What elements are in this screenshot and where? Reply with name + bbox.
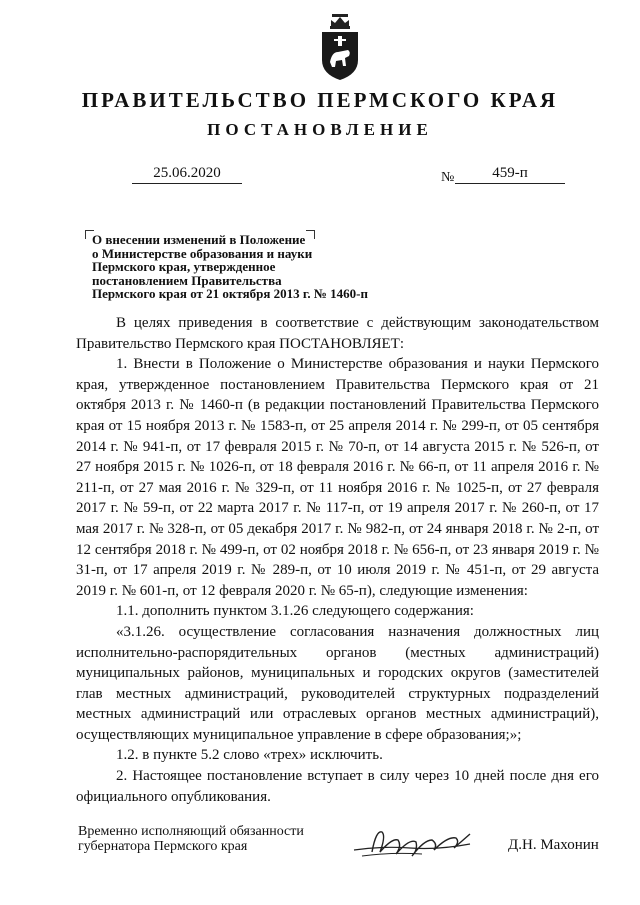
quoted-clause: «3.1.26. осуществление согласования назначения должностных лиц исполнительно-распорядительных органов (местных администраций) муниципальных районов, муниципальных и городских округов (заместителей глав местных администраций, руководителей структурных подразделений местных администраций или отраслевых органов местных администраций), осуществляющих муниципальное управление в сфере образования;»; xyxy=(76,623,599,743)
subject-line: о Министерстве образования и науки xyxy=(92,245,313,261)
document-subject xyxy=(92,233,432,301)
document-type: ПОСТАНОВЛЕНИЕ xyxy=(207,120,433,139)
position-line: Временно исполняющий обязанности xyxy=(78,824,304,839)
handwritten-signature xyxy=(352,826,474,862)
coat-of-arms-emblem xyxy=(318,12,362,82)
document-body xyxy=(76,313,599,807)
subject-line: Пермского края, утвержденное xyxy=(92,259,276,275)
number-label: № xyxy=(441,170,455,185)
subject-line: Пермского края от 21 октября 2013 г. № 1460-п xyxy=(92,286,368,302)
paragraph-1-1: 1.1. дополнить пунктом 3.1.26 следующего содержания: xyxy=(116,603,474,620)
subject-line: О внесении изменений в Положение xyxy=(92,232,306,247)
paragraph-1: 1. Внести в Положение о Министерстве образования и науки Пермского края, утвержденное постановлением Правительства Пермского края от 21 октября 2013 г. № 1460-п (в редакции постановлений Правительства Пермского края от 15 ноября 2013 г. № 1583-п, от 25 апреля 2014 г. № 299-п, от 05 сентября 2014 г. № 941-п, от 17 февраля 2015 г. № 70-п, от 14 августа 2015 г. № 526-п, от 27 ноября 2015 г. № 1026-п, от 18 февраля 2016 г. № 66-п, от 11 апреля 2016 г. № 211-п, от 27 мая 2016 г. № 329-п, от 11 ноября 2016 г. № 1025-п, от 27 февраля 2017 г. № 59-п, от 22 марта 2017 г. № 117-п, от 19 апреля 2017 г. № 260-п, от 17 мая 2017 г. № 328-п, от 05 декабря 2017 г. № 982-п, от 24 января 2018 г. № 2-п, от 12 сентября 2018 г. № 499-п, от 02 ноября 2018 г. № 656-п, от 23 января 2019 г. № 31-п, от 17 апреля 2019 г. № 289-п, от 10 июля 2019 г. № 451-п, от 29 августа 2019 г. № 601-п, от 12 февраля 2020 г. № 65-п), следующие изменения: xyxy=(76,356,599,599)
paragraph-2: 2. Настоящее постановление вступает в силу через 10 дней после дня его официального опубликования. xyxy=(76,768,599,805)
document-date: 25.06.2020 xyxy=(132,165,242,184)
paragraph-1-2: 1.2. в пункте 5.2 слово «трех» исключить. xyxy=(116,747,383,764)
position-line: губернатора Пермского края xyxy=(78,839,248,854)
government-title: ПРАВИТЕЛЬСТВО ПЕРМСКОГО КРАЯ xyxy=(81,88,559,112)
signatory-name: Д.Н. Махонин xyxy=(508,837,599,853)
subject-line: постановлением Правительства xyxy=(92,272,282,288)
document-number: 459-п xyxy=(455,165,565,184)
intro-paragraph: В целях приведения в соответствие с действующим законодательством Правительство Пермского края ПОСТАНОВЛЯЕТ: xyxy=(76,315,599,352)
signatory-position xyxy=(78,824,304,854)
